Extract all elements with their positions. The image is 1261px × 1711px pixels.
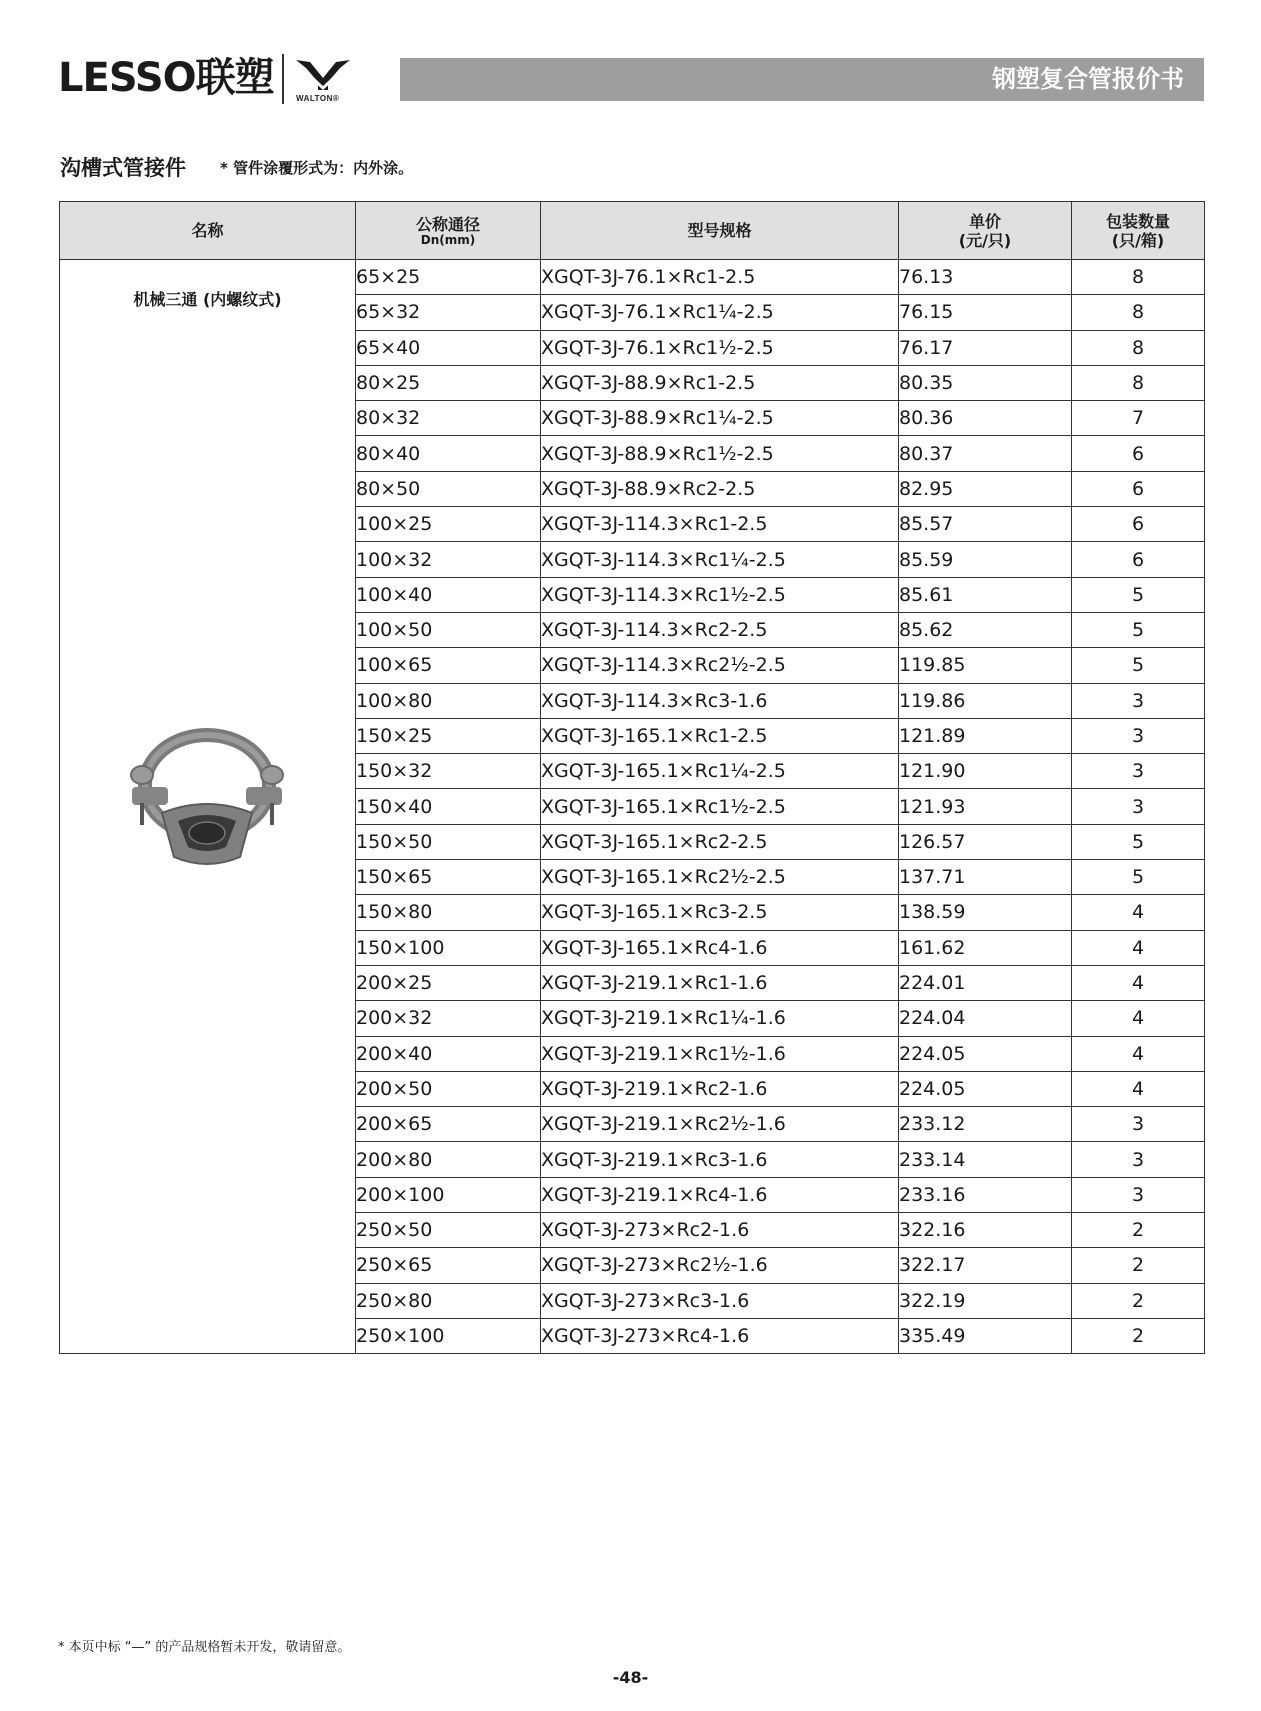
dn-cell: 65×32 <box>356 295 541 330</box>
dn-cell: 80×40 <box>356 436 541 471</box>
header-model: 型号规格 <box>541 202 899 260</box>
logo-divider <box>282 54 284 104</box>
dn-cell: 150×50 <box>356 824 541 859</box>
model-cell: XGQT-3J-114.3×Rc1-2.5 <box>541 507 899 542</box>
qty-cell: 6 <box>1072 436 1205 471</box>
qty-cell: 8 <box>1072 295 1205 330</box>
dn-cell: 200×100 <box>356 1177 541 1212</box>
qty-cell: 2 <box>1072 1283 1205 1318</box>
model-cell: XGQT-3J-219.1×Rc2½-1.6 <box>541 1107 899 1142</box>
qty-cell: 5 <box>1072 577 1205 612</box>
table-row <box>60 260 1205 295</box>
dn-cell: 250×65 <box>356 1248 541 1283</box>
price-cell: 224.05 <box>899 1071 1072 1106</box>
model-cell: XGQT-3J-219.1×Rc1-1.6 <box>541 965 899 1000</box>
product-name: 机械三通 (内螺纹式) <box>133 290 282 309</box>
price-table <box>59 201 1205 1354</box>
model-cell: XGQT-3J-88.9×Rc1¼-2.5 <box>541 401 899 436</box>
price-cell: 121.89 <box>899 718 1072 753</box>
qty-cell: 4 <box>1072 1036 1205 1071</box>
header-qty-unit: (只/箱) <box>1111 230 1165 250</box>
dn-cell: 200×32 <box>356 1001 541 1036</box>
price-cell: 82.95 <box>899 471 1072 506</box>
model-cell: XGQT-3J-114.3×Rc2½-2.5 <box>541 648 899 683</box>
dn-cell: 150×80 <box>356 895 541 930</box>
price-cell: 224.04 <box>899 1001 1072 1036</box>
price-cell: 119.85 <box>899 648 1072 683</box>
model-cell: XGQT-3J-273×Rc2-1.6 <box>541 1213 899 1248</box>
dn-cell: 250×100 <box>356 1318 541 1353</box>
price-cell: 138.59 <box>899 895 1072 930</box>
qty-cell: 2 <box>1072 1248 1205 1283</box>
qty-cell: 4 <box>1072 895 1205 930</box>
price-cell: 85.59 <box>899 542 1072 577</box>
model-cell: XGQT-3J-165.1×Rc1¼-2.5 <box>541 754 899 789</box>
model-cell: XGQT-3J-165.1×Rc2-2.5 <box>541 824 899 859</box>
price-cell: 85.57 <box>899 507 1072 542</box>
price-cell: 335.49 <box>899 1318 1072 1353</box>
price-cell: 80.36 <box>899 401 1072 436</box>
price-cell: 121.90 <box>899 754 1072 789</box>
dn-cell: 200×80 <box>356 1142 541 1177</box>
model-cell: XGQT-3J-114.3×Rc2-2.5 <box>541 612 899 647</box>
dn-cell: 250×80 <box>356 1283 541 1318</box>
header-price: 单价 (元/只) <box>899 202 1072 260</box>
model-cell: XGQT-3J-114.3×Rc3-1.6 <box>541 683 899 718</box>
model-cell: XGQT-3J-88.9×Rc1-2.5 <box>541 365 899 400</box>
price-cell: 80.35 <box>899 365 1072 400</box>
price-cell: 137.71 <box>899 860 1072 895</box>
model-cell: XGQT-3J-219.1×Rc3-1.6 <box>541 1142 899 1177</box>
lesso-logo: LESSO联塑 <box>58 55 274 101</box>
qty-cell: 3 <box>1072 1177 1205 1212</box>
page-header <box>0 0 1261 120</box>
price-cell: 161.62 <box>899 930 1072 965</box>
dn-cell: 100×65 <box>356 648 541 683</box>
price-cell: 119.86 <box>899 683 1072 718</box>
model-cell: XGQT-3J-273×Rc2½-1.6 <box>541 1248 899 1283</box>
model-cell: XGQT-3J-165.1×Rc4-1.6 <box>541 930 899 965</box>
price-cell: 85.61 <box>899 577 1072 612</box>
dn-cell: 150×100 <box>356 930 541 965</box>
dn-cell: 100×80 <box>356 683 541 718</box>
dn-cell: 200×50 <box>356 1071 541 1106</box>
qty-cell: 8 <box>1072 365 1205 400</box>
price-cell: 76.15 <box>899 295 1072 330</box>
dn-cell: 80×50 <box>356 471 541 506</box>
price-cell: 76.13 <box>899 260 1072 295</box>
section-note: * 管件涂覆形式为：内外涂。 <box>220 159 414 177</box>
section-title: 沟槽式管接件 <box>60 156 186 180</box>
model-cell: XGQT-3J-114.3×Rc1¼-2.5 <box>541 542 899 577</box>
qty-cell: 5 <box>1072 860 1205 895</box>
qty-cell: 4 <box>1072 1001 1205 1036</box>
product-name-cell <box>60 260 356 1354</box>
dn-cell: 200×25 <box>356 965 541 1000</box>
header-name: 名称 <box>60 202 356 260</box>
mechanical-tee-image <box>112 725 302 875</box>
dn-cell: 150×65 <box>356 860 541 895</box>
model-cell: XGQT-3J-165.1×Rc2½-2.5 <box>541 860 899 895</box>
price-cell: 85.62 <box>899 612 1072 647</box>
price-cell: 224.05 <box>899 1036 1072 1071</box>
header-qty: 包装数量 (只/箱) <box>1072 202 1205 260</box>
walton-label: WALTON® <box>296 94 340 103</box>
qty-cell: 4 <box>1072 965 1205 1000</box>
model-cell: XGQT-3J-76.1×Rc1¼-2.5 <box>541 295 899 330</box>
price-cell: 233.14 <box>899 1142 1072 1177</box>
header-dn: 公称通径 Dn(mm) <box>356 202 541 260</box>
qty-cell: 6 <box>1072 507 1205 542</box>
dn-cell: 150×40 <box>356 789 541 824</box>
price-cell: 121.93 <box>899 789 1072 824</box>
qty-cell: 3 <box>1072 1142 1205 1177</box>
qty-cell: 3 <box>1072 718 1205 753</box>
qty-cell: 5 <box>1072 612 1205 647</box>
dn-cell: 80×32 <box>356 401 541 436</box>
model-cell: XGQT-3J-273×Rc3-1.6 <box>541 1283 899 1318</box>
price-cell: 233.16 <box>899 1177 1072 1212</box>
price-cell: 224.01 <box>899 965 1072 1000</box>
qty-cell: 2 <box>1072 1213 1205 1248</box>
dn-cell: 100×50 <box>356 612 541 647</box>
dn-cell: 65×40 <box>356 330 541 365</box>
dn-cell: 100×32 <box>356 542 541 577</box>
dn-cell: 80×25 <box>356 365 541 400</box>
model-cell: XGQT-3J-88.9×Rc2-2.5 <box>541 471 899 506</box>
qty-cell: 5 <box>1072 824 1205 859</box>
model-cell: XGQT-3J-76.1×Rc1-2.5 <box>541 260 899 295</box>
model-cell: XGQT-3J-219.1×Rc1½-1.6 <box>541 1036 899 1071</box>
model-cell: XGQT-3J-219.1×Rc1¼-1.6 <box>541 1001 899 1036</box>
qty-cell: 5 <box>1072 648 1205 683</box>
header-price-unit: (元/只) <box>958 230 1012 250</box>
document-title: 钢塑复合管报价书 <box>992 65 1184 93</box>
model-cell: XGQT-3J-165.1×Rc3-2.5 <box>541 895 899 930</box>
dn-cell: 150×25 <box>356 718 541 753</box>
model-cell: XGQT-3J-273×Rc4-1.6 <box>541 1318 899 1353</box>
qty-cell: 3 <box>1072 789 1205 824</box>
qty-cell: 3 <box>1072 683 1205 718</box>
header-dn-unit: Dn(mm) <box>420 232 476 247</box>
qty-cell: 8 <box>1072 330 1205 365</box>
qty-cell: 4 <box>1072 930 1205 965</box>
qty-cell: 7 <box>1072 401 1205 436</box>
qty-cell: 2 <box>1072 1318 1205 1353</box>
price-cell: 322.19 <box>899 1283 1072 1318</box>
model-cell: XGQT-3J-114.3×Rc1½-2.5 <box>541 577 899 612</box>
model-cell: XGQT-3J-165.1×Rc1½-2.5 <box>541 789 899 824</box>
model-cell: XGQT-3J-76.1×Rc1½-2.5 <box>541 330 899 365</box>
dn-cell: 150×32 <box>356 754 541 789</box>
qty-cell: 3 <box>1072 1107 1205 1142</box>
model-cell: XGQT-3J-219.1×Rc4-1.6 <box>541 1177 899 1212</box>
qty-cell: 6 <box>1072 542 1205 577</box>
dn-cell: 100×40 <box>356 577 541 612</box>
dn-cell: 200×40 <box>356 1036 541 1071</box>
price-cell: 80.37 <box>899 436 1072 471</box>
table-header-row <box>60 202 1205 260</box>
dn-cell: 200×65 <box>356 1107 541 1142</box>
qty-cell: 4 <box>1072 1071 1205 1106</box>
dn-cell: 250×50 <box>356 1213 541 1248</box>
model-cell: XGQT-3J-219.1×Rc2-1.6 <box>541 1071 899 1106</box>
model-cell: XGQT-3J-165.1×Rc1-2.5 <box>541 718 899 753</box>
price-cell: 76.17 <box>899 330 1072 365</box>
qty-cell: 8 <box>1072 260 1205 295</box>
qty-cell: 6 <box>1072 471 1205 506</box>
price-cell: 126.57 <box>899 824 1072 859</box>
model-cell: XGQT-3J-88.9×Rc1½-2.5 <box>541 436 899 471</box>
dn-cell: 100×25 <box>356 507 541 542</box>
dn-cell: 65×25 <box>356 260 541 295</box>
footnote: * 本页中标 “—” 的产品规格暂未开发，敬请留意。 <box>58 1640 351 1655</box>
price-cell: 322.16 <box>899 1213 1072 1248</box>
table-body <box>60 260 1205 1354</box>
title-bar <box>400 58 1204 101</box>
price-cell: 233.12 <box>899 1107 1072 1142</box>
price-cell: 322.17 <box>899 1248 1072 1283</box>
page-number: -48- <box>612 1668 649 1687</box>
qty-cell: 3 <box>1072 754 1205 789</box>
